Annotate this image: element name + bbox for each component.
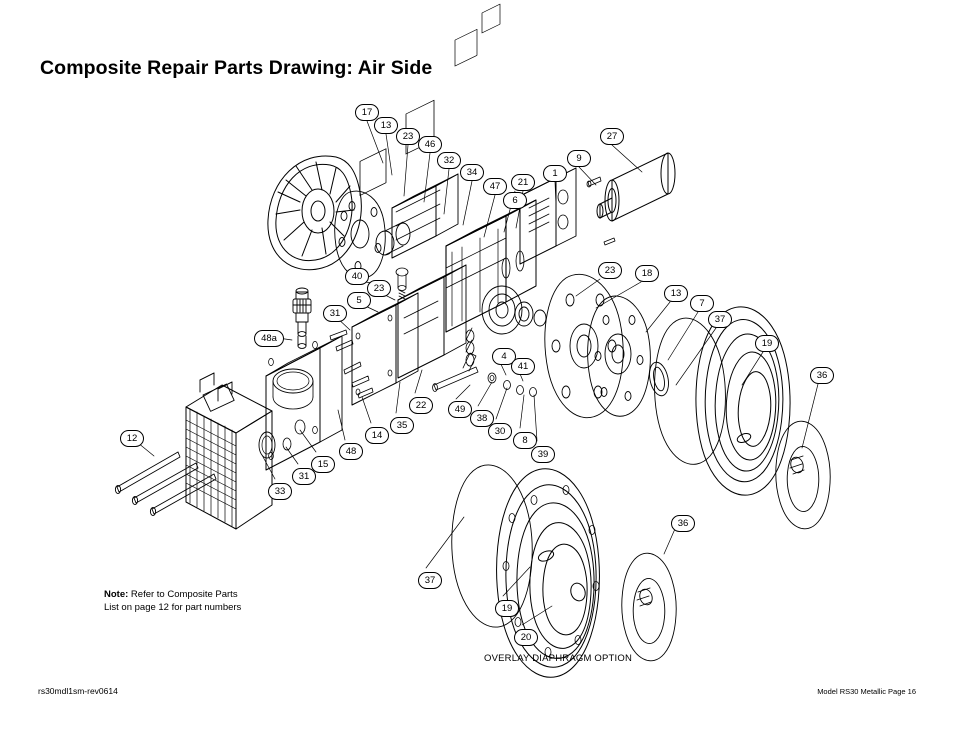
callout-30: 30 bbox=[488, 423, 512, 440]
note-text: Refer to Composite Parts bbox=[128, 589, 238, 600]
callout-17: 17 bbox=[355, 104, 379, 121]
callout-22: 22 bbox=[409, 397, 433, 414]
callout-37: 37 bbox=[708, 311, 732, 328]
callout-23: 23 bbox=[396, 128, 420, 145]
callout-34: 34 bbox=[460, 164, 484, 181]
callout-35: 35 bbox=[390, 417, 414, 434]
callout-23c: 23 bbox=[367, 280, 391, 297]
footer-model-page: Model RS30 Metallic Page 16 bbox=[817, 687, 916, 696]
callout-36b: 36 bbox=[671, 515, 695, 532]
overlay-diaphragm-caption: OVERLAY DIAPHRAGM OPTION bbox=[484, 653, 633, 664]
callout-8: 8 bbox=[513, 432, 537, 449]
callout-49: 49 bbox=[448, 401, 472, 418]
callout-19b: 19 bbox=[495, 600, 519, 617]
callout-27: 27 bbox=[600, 128, 624, 145]
callout-14: 14 bbox=[365, 427, 389, 444]
callout-18: 18 bbox=[635, 265, 659, 282]
callout-13: 13 bbox=[374, 117, 398, 134]
callout-33: 33 bbox=[268, 483, 292, 500]
callout-37b: 37 bbox=[418, 572, 442, 589]
callout-31: 31 bbox=[323, 305, 347, 322]
page-title: Composite Repair Parts Drawing: Air Side bbox=[40, 57, 433, 79]
callout-48a: 48a bbox=[254, 330, 284, 347]
note-text-line2: List on page 12 for part numbers bbox=[104, 602, 242, 613]
callout-4: 4 bbox=[492, 348, 516, 365]
callout-38: 38 bbox=[470, 410, 494, 427]
callout-21: 21 bbox=[511, 174, 535, 191]
callout-48: 48 bbox=[339, 443, 363, 460]
callout-7: 7 bbox=[690, 295, 714, 312]
callout-19: 19 bbox=[755, 335, 779, 352]
callout-39: 39 bbox=[531, 446, 555, 463]
callout-12: 12 bbox=[120, 430, 144, 447]
callout-6: 6 bbox=[503, 192, 527, 209]
callout-32: 32 bbox=[437, 152, 461, 169]
callout-13b: 13 bbox=[664, 285, 688, 302]
callout-41: 41 bbox=[511, 358, 535, 375]
callout-9: 9 bbox=[567, 150, 591, 167]
callout-20: 20 bbox=[514, 629, 538, 646]
footer-document-code: rs30mdl1sm-rev0614 bbox=[38, 686, 118, 696]
callout-1: 1 bbox=[543, 165, 567, 182]
callout-36: 36 bbox=[810, 367, 834, 384]
note-label: Note: bbox=[104, 589, 129, 600]
callout-47: 47 bbox=[483, 178, 507, 195]
callout-40: 40 bbox=[345, 268, 369, 285]
callout-15: 15 bbox=[311, 456, 335, 473]
callout-31b: 31 bbox=[292, 468, 316, 485]
callout-23b: 23 bbox=[598, 262, 622, 279]
callout-5: 5 bbox=[347, 292, 371, 309]
callout-46: 46 bbox=[418, 136, 442, 153]
